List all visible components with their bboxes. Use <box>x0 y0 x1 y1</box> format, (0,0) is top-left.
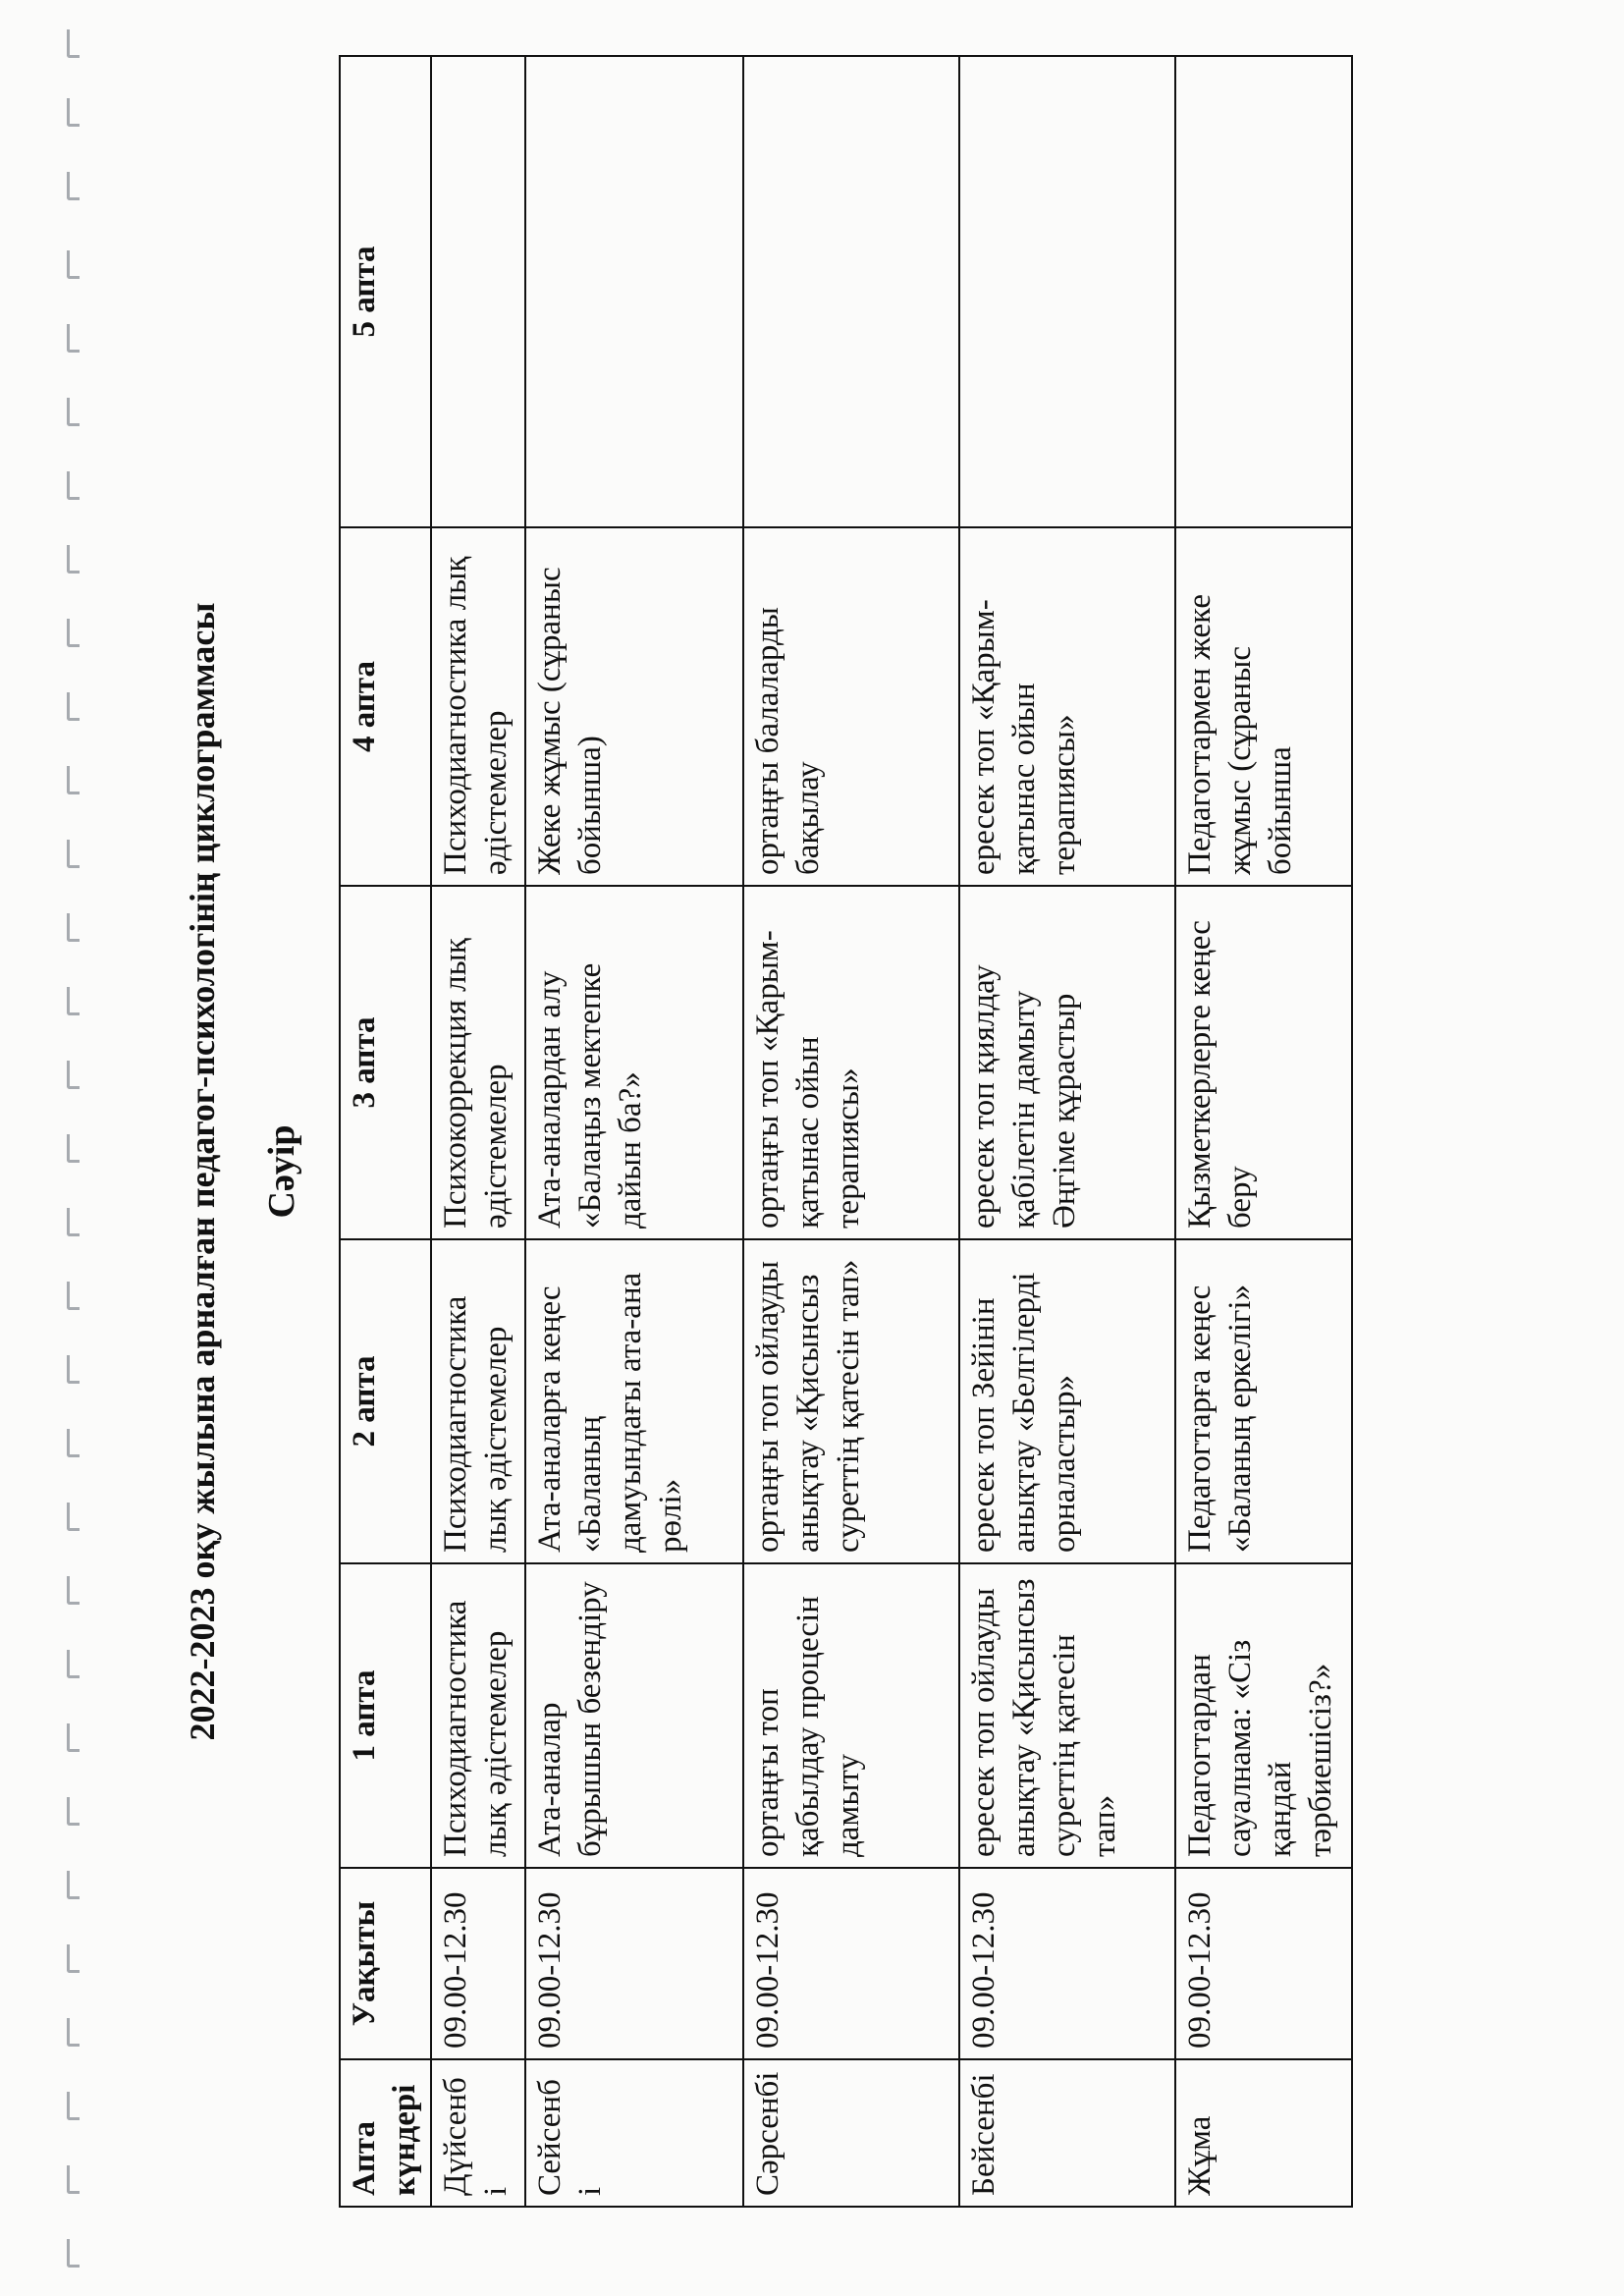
week-1-cell: Психодиагностика лық әдістемелер <box>431 1563 525 1868</box>
table-row <box>525 56 743 2207</box>
table-row <box>959 56 1175 2207</box>
document-title: 2022-2023 оқу жылына арналған педагог-психологінің циклограммасы <box>183 602 222 1741</box>
week-4-cell: ересек топ «Қарым-қатынас ойын терапиясы» <box>959 527 1175 886</box>
week-5-cell <box>743 56 959 527</box>
day-cell: Бейсенбі <box>959 2059 1175 2207</box>
table-row <box>743 56 959 2207</box>
week-2-cell: Ата-аналарға кеңес «Баланың дамуындағы ата-ана рөлі» <box>525 1239 743 1563</box>
time-cell: 09.00-12.30 <box>959 1868 1175 2059</box>
week-3-cell: ересек топ қиялдау қабілетін дамыту Әңгіме құрастыр <box>959 886 1175 1239</box>
week-4-cell: ортаңғы балаларды бақылау <box>743 527 959 886</box>
table-row <box>1175 56 1352 2207</box>
week-5-cell <box>525 56 743 527</box>
week-2-cell: Педагогтарға кеңес «Баланың еркелігі» <box>1175 1239 1352 1563</box>
header-row <box>340 56 431 2207</box>
week-4-cell: Педагогтармен жеке жұмыс (сұраныс бойынша <box>1175 527 1352 886</box>
header-week-1: 1 апта <box>340 1563 431 1868</box>
time-cell: 09.00-12.30 <box>1175 1868 1352 2059</box>
week-2-cell: ортаңғы топ ойлауды анықтау «Қисынсыз суреттің қатесін тап» <box>743 1239 959 1563</box>
day-cell: Дүйсенбі <box>431 2059 525 2207</box>
schedule-table <box>339 55 1353 2208</box>
header-week-3: 3 апта <box>340 886 431 1239</box>
week-2-cell: Психодиагностика лық әдістемелер <box>431 1239 525 1563</box>
week-5-cell <box>1175 56 1352 527</box>
week-4-cell: Психодиагностика лық әдістемелер <box>431 527 525 886</box>
week-4-cell: Жеке жұмыс (сұраныс бойынша) <box>525 527 743 886</box>
week-1-cell: Ата-аналар бұрышын безендіру <box>525 1563 743 1868</box>
time-cell: 09.00-12.30 <box>525 1868 743 2059</box>
table-row <box>431 56 525 2207</box>
week-3-cell: Қызметкерлерге кеңес беру <box>1175 886 1352 1239</box>
header-time: Уақыты <box>340 1868 431 2059</box>
day-cell: Жұма <box>1175 2059 1352 2207</box>
week-1-cell: Педагогтардан сауалнама: «Сіз қандай тәрбиешісіз?» <box>1175 1563 1352 1868</box>
header-week-4: 4 апта <box>340 527 431 886</box>
week-3-cell: Ата-аналардан алу «Балаңыз мектепке дайын ба?» <box>525 886 743 1239</box>
week-5-cell <box>959 56 1175 527</box>
week-3-cell: Психокоррекция лық әдістемелер <box>431 886 525 1239</box>
month-heading: Сәуір <box>261 1124 302 1219</box>
time-cell: 09.00-12.30 <box>743 1868 959 2059</box>
day-cell: Сейсенбі <box>525 2059 743 2207</box>
header-week-2: 2 апта <box>340 1239 431 1563</box>
week-3-cell: ортаңғы топ «Қарым-қатынас ойын терапиясы» <box>743 886 959 1239</box>
day-cell: Сәрсенбі <box>743 2059 959 2207</box>
week-1-cell: ересек топ ойлауды анықтау «Қисынсыз суреттің қатесін тап» <box>959 1563 1175 1868</box>
header-week-5: 5 апта <box>340 56 431 527</box>
time-cell: 09.00-12.30 <box>431 1868 525 2059</box>
week-2-cell: ересек топ Зейінін анықтау «Белгілерді орналастыр» <box>959 1239 1175 1563</box>
week-1-cell: ортаңғы топ қабылдау процесін дамыту <box>743 1563 959 1868</box>
header-days: Апта күндері <box>340 2059 431 2207</box>
week-5-cell <box>431 56 525 527</box>
